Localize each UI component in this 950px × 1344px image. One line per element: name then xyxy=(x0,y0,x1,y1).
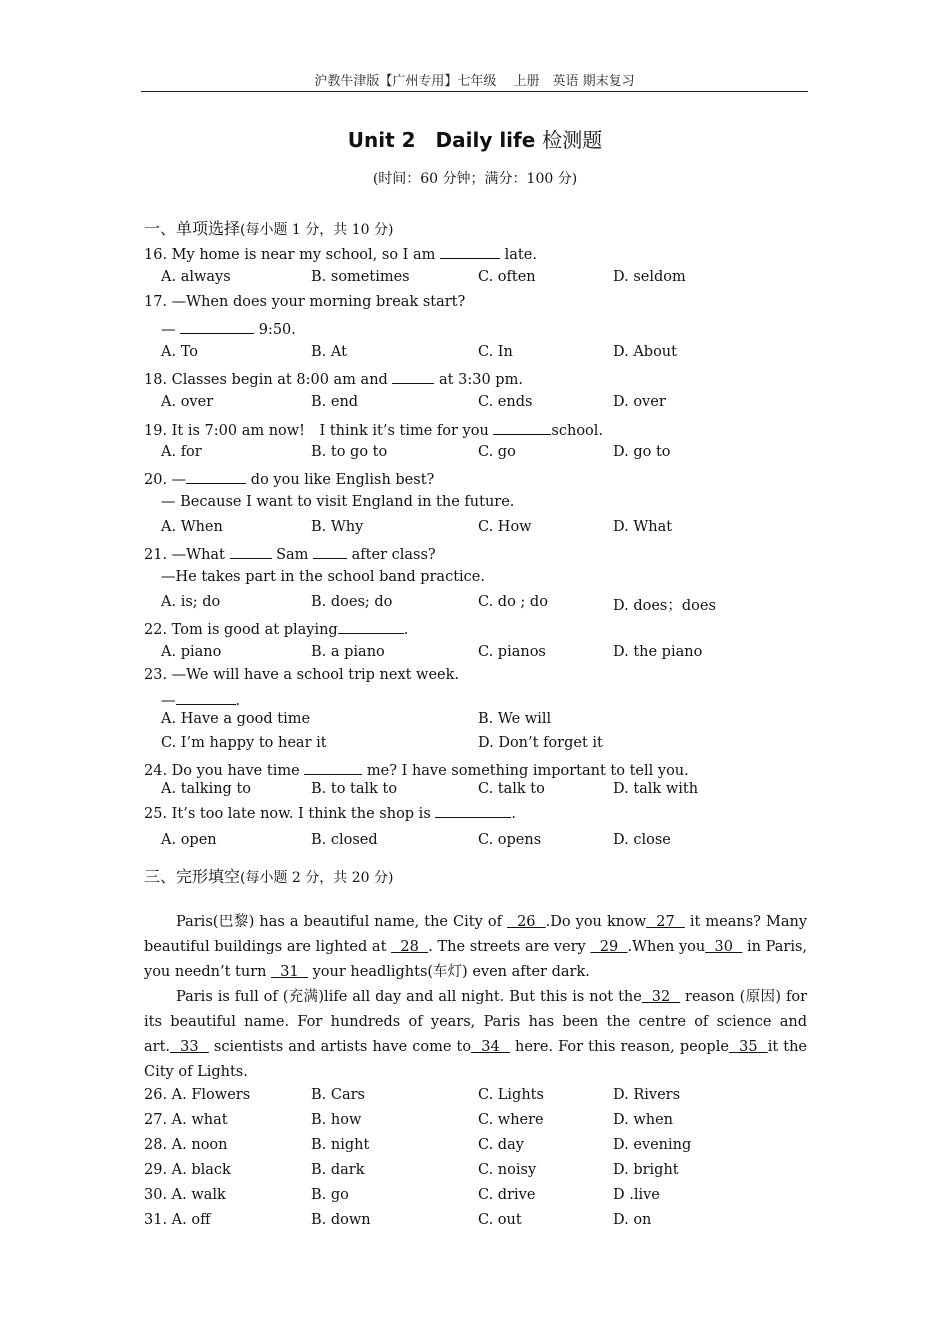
cloze-blank: 27 xyxy=(646,914,685,930)
question-22: 22. Tom is good at playing . xyxy=(144,619,408,638)
question-23-reply: — . xyxy=(161,690,240,709)
answer-blank xyxy=(230,544,272,559)
option-c: C. go xyxy=(478,444,516,460)
answer-blank xyxy=(304,760,362,775)
cloze-option: D. bright xyxy=(613,1162,679,1178)
cloze-passage xyxy=(144,910,807,1085)
cloze-option: 28. A. noon xyxy=(144,1137,228,1153)
option-c: C. opens xyxy=(478,832,542,848)
answer-blank xyxy=(392,369,434,384)
option-a: A. To xyxy=(161,344,198,360)
question-21: 21. —What Sam after class? xyxy=(144,544,436,563)
cloze-blank: 30 xyxy=(705,939,743,955)
cloze-option: B. dark xyxy=(311,1162,365,1178)
cloze-option: D .live xyxy=(613,1187,660,1203)
question-18: 18. Classes begin at 8:00 am and at 3:30 pm. xyxy=(144,369,523,388)
cloze-option: C. noisy xyxy=(478,1162,537,1178)
option-d: D. over xyxy=(613,394,666,410)
option-b: B. to go to xyxy=(311,444,388,460)
cloze-option: D. on xyxy=(613,1212,652,1228)
cloze-option: 31. A. off xyxy=(144,1212,211,1228)
option-a: A. open xyxy=(161,832,217,848)
cloze-option: 27. A. what xyxy=(144,1112,228,1128)
cloze-option: B. night xyxy=(311,1137,370,1153)
cloze-blank: 26 xyxy=(506,914,546,930)
cloze-option: 26. A. Flowers xyxy=(144,1087,251,1103)
option-d: D. seldom xyxy=(613,269,686,285)
option-d: D. What xyxy=(613,519,673,535)
option-c: C. do ; do xyxy=(478,594,548,610)
option-a: A. talking to xyxy=(161,781,252,797)
option-c: C. ends xyxy=(478,394,533,410)
cloze-option: D. Rivers xyxy=(613,1087,681,1103)
option-b: B. sometimes xyxy=(311,269,410,285)
cloze-blank: 31 xyxy=(271,964,308,980)
answer-blank xyxy=(338,619,404,634)
option-a: A. always xyxy=(161,269,231,285)
option-c: C. often xyxy=(478,269,536,285)
option-b: B. does; do xyxy=(311,594,393,610)
question-19: 19. It is 7:00 am now! I think it’s time for you school. xyxy=(144,419,603,440)
option-a: A. piano xyxy=(161,644,222,660)
cloze-blank: 35 xyxy=(728,1039,768,1055)
cloze-option: B. Cars xyxy=(311,1087,365,1103)
option-a: A. for xyxy=(161,444,202,460)
answer-blank xyxy=(435,803,511,818)
option-b: B. to talk to xyxy=(311,781,398,797)
option-c: C. How xyxy=(478,519,532,535)
answer-blank xyxy=(180,319,254,334)
option-d: D. close xyxy=(613,832,671,848)
cloze-option: C. out xyxy=(478,1212,522,1228)
exam-info: (时间：60 分钟；满分：100 分) xyxy=(372,171,578,187)
section-heading-cloze: 三、完形填空(每小题 2 分，共 20 分) xyxy=(144,867,394,886)
option-b: B. a piano xyxy=(311,644,385,660)
option-d: D. talk with xyxy=(613,781,699,797)
cloze-option: C. day xyxy=(478,1137,524,1153)
option-b: B. closed xyxy=(311,832,378,848)
answer-blank xyxy=(493,420,551,435)
cloze-option: B. go xyxy=(311,1187,349,1203)
question-21-reply: —He takes part in the school band practice. xyxy=(161,569,485,585)
cloze-option: C. drive xyxy=(478,1187,536,1203)
option-d: D. Don’t forget it xyxy=(478,735,603,751)
answer-blank xyxy=(176,690,236,705)
cloze-blank: 33 xyxy=(170,1039,209,1055)
option-c: C. pianos xyxy=(478,644,546,660)
cloze-blank: 29 xyxy=(590,939,628,955)
option-b: B. end xyxy=(311,394,359,410)
option-b: B. Why xyxy=(311,519,364,535)
cloze-blank: 28 xyxy=(391,939,429,955)
option-a: A. Have a good time xyxy=(161,711,311,727)
cloze-option: 29. A. black xyxy=(144,1162,231,1178)
question-17-reply: — 9:50. xyxy=(161,319,296,338)
option-c: C. talk to xyxy=(478,781,545,797)
option-b: B. We will xyxy=(478,711,552,727)
cloze-option: C. Lights xyxy=(478,1087,544,1103)
section-heading-choice: 一、单项选择(每小题 1 分，共 10 分) xyxy=(144,219,394,238)
passage-paragraph-1: Paris(巴黎) has a beautiful name, the City of 26 .Do you know 27 it means? Many beautiful buildings are lighted at 28 . The streets are very 29 .When you 30 in Paris, you needn’t turn 31 your headlights(车灯) even after dark. xyxy=(144,914,808,980)
cloze-option: D. evening xyxy=(613,1137,692,1153)
page-header: 沪教牛津版【广州专用】七年级 上册 英语 期末复习 xyxy=(141,70,808,92)
page-title: Unit 2 Daily life 检测题 xyxy=(347,128,603,152)
option-a: A. When xyxy=(161,519,223,535)
option-d: D. About xyxy=(613,344,677,360)
question-16: 16. My home is near my school, so I am late. xyxy=(144,244,537,263)
option-a: A. is; do xyxy=(161,594,221,610)
question-23: 23. —We will have a school trip next week. xyxy=(144,667,460,683)
answer-blank xyxy=(186,469,246,484)
option-c: C. I’m happy to hear it xyxy=(161,735,327,751)
cloze-option: B. down xyxy=(311,1212,371,1228)
question-24: 24. Do you have time me? I have something important to tell you. xyxy=(144,760,689,779)
option-a: A. over xyxy=(161,394,214,410)
option-d: D. go to xyxy=(613,444,671,460)
question-17: 17. —When does your morning break start? xyxy=(144,294,466,310)
cloze-option: D. when xyxy=(613,1112,673,1128)
option-d: D. does；does xyxy=(613,598,716,614)
option-b: B. At xyxy=(311,344,347,360)
passage-paragraph-2: Paris is full of (充满)life all day and all night. But this is not the 32 reason (原因) for its beautiful name. For hundreds of years, Paris has been the centre of science and art. 33 scientists and artists have come to 34 here. For this reason, people 35 it the City of Lights. xyxy=(144,989,808,1080)
cloze-option: C. where xyxy=(478,1112,544,1128)
cloze-option: B. how xyxy=(311,1112,362,1128)
cloze-blank: 34 xyxy=(471,1039,510,1055)
question-20-reply: — Because I want to visit England in the future. xyxy=(161,494,515,510)
answer-blank xyxy=(440,244,500,259)
cloze-blank: 32 xyxy=(641,989,681,1005)
option-d: D. the piano xyxy=(613,644,703,660)
answer-blank xyxy=(313,544,347,559)
cloze-option: 30. A. walk xyxy=(144,1187,226,1203)
option-c: C. In xyxy=(478,344,513,360)
question-25: 25. It’s too late now. I think the shop is . xyxy=(144,803,516,822)
question-20: 20. — do you like English best? xyxy=(144,469,434,488)
